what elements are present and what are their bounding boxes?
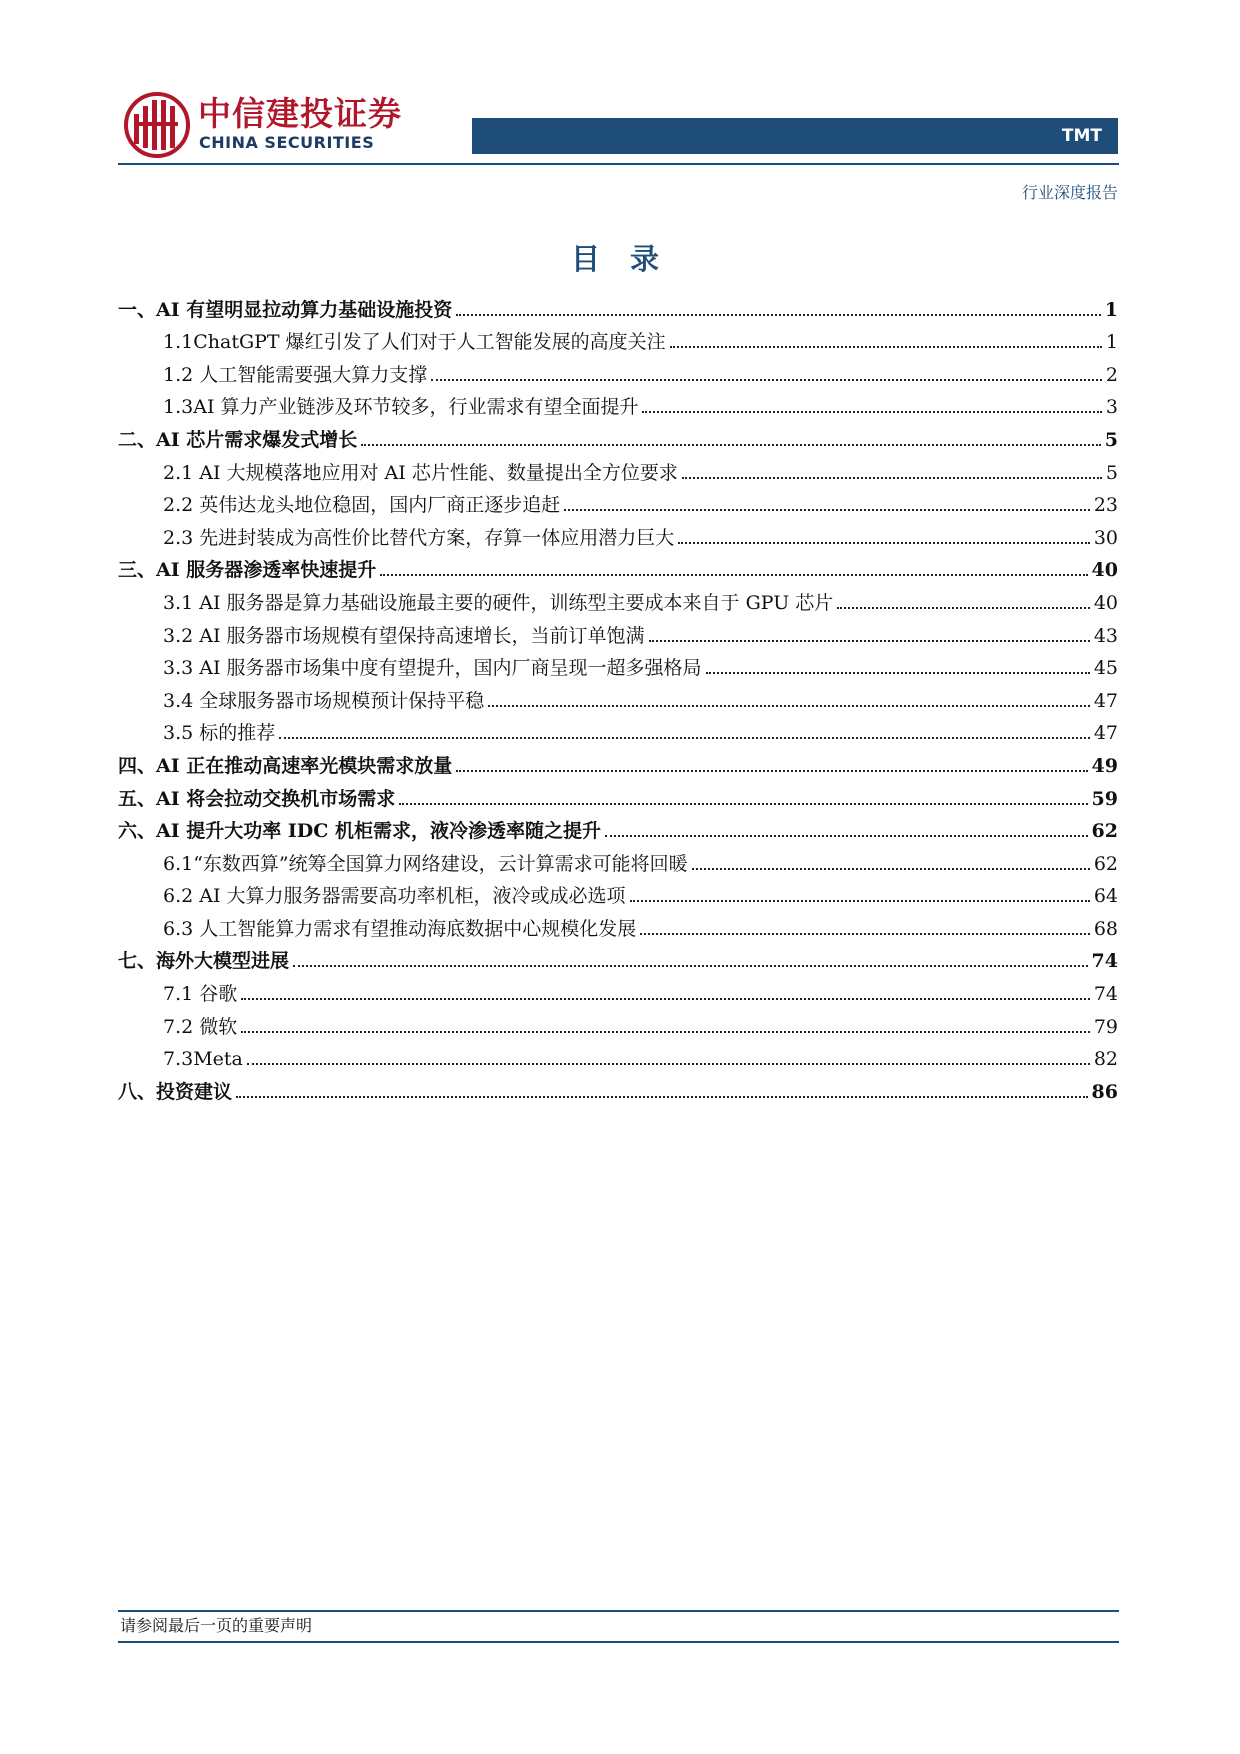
toc-dot-leader xyxy=(605,835,1088,837)
toc-section-link[interactable] xyxy=(118,716,1118,749)
toc-page-number: 79 xyxy=(1093,1015,1118,1038)
toc-page-number: 86 xyxy=(1091,1080,1118,1103)
toc-page-number: 64 xyxy=(1093,885,1118,908)
toc-entry-title: 3.5 标的推荐 xyxy=(163,722,276,745)
toc-chapter-link[interactable] xyxy=(118,814,1118,847)
toc-entry-title: 四、AI 正在推动高速率光模块需求放量 xyxy=(118,754,453,777)
toc-page-number: 23 xyxy=(1093,494,1118,517)
toc-dot-leader xyxy=(640,933,1090,935)
toc-chapter-link[interactable] xyxy=(118,1074,1118,1107)
toc-section-link[interactable] xyxy=(118,325,1118,358)
toc-dot-leader xyxy=(837,607,1090,609)
toc-section-link[interactable] xyxy=(118,585,1118,618)
toc-page-number: 74 xyxy=(1093,983,1118,1006)
sector-banner xyxy=(472,118,1118,154)
toc-section-link[interactable] xyxy=(118,879,1118,912)
toc-page-number: 62 xyxy=(1093,852,1118,875)
toc-page-number: 3 xyxy=(1105,396,1118,419)
toc-page-number: 82 xyxy=(1093,1048,1118,1071)
toc-page-number: 30 xyxy=(1093,526,1118,549)
toc-entry-title: 八、投资建议 xyxy=(118,1080,233,1103)
toc-page-number: 45 xyxy=(1093,657,1118,680)
toc-entry-title: 七、海外大模型进展 xyxy=(118,950,290,973)
toc-section-link[interactable] xyxy=(118,520,1118,553)
header-divider xyxy=(118,163,1119,165)
toc-page-number: 74 xyxy=(1091,950,1118,973)
toc-entry-title: 7.2 微软 xyxy=(163,1015,238,1038)
toc-entry-title: 六、AI 提升大功率 IDC 机柜需求，液冷渗透率随之提升 xyxy=(118,820,601,843)
footer-divider-top xyxy=(118,1610,1119,1612)
toc-entry-title: 一、AI 有望明显拉动算力基础设施投资 xyxy=(118,298,453,321)
toc-section-link[interactable] xyxy=(118,976,1118,1009)
toc-dot-leader xyxy=(380,574,1087,576)
toc-entry-title: 3.3 AI 服务器市场集中度有望提升，国内厂商呈现一超多强格局 xyxy=(163,657,702,680)
toc-page-number: 68 xyxy=(1093,917,1118,940)
toc-entry-title: 3.2 AI 服务器市场规模有望保持高速增长，当前订单饱满 xyxy=(163,624,645,647)
toc-dot-leader xyxy=(279,737,1090,739)
toc-entry-title: 2.2 英伟达龙头地位稳固，国内厂商正逐步追赶 xyxy=(163,494,561,517)
toc-entry-title: 3.4 全球服务器市场规模预计保持平稳 xyxy=(163,689,485,712)
toc-section-link[interactable] xyxy=(118,683,1118,716)
toc-entry-title: 1.1ChatGPT 爆红引发了人们对于人工智能发展的高度关注 xyxy=(163,331,666,354)
toc-chapter-link[interactable] xyxy=(118,944,1118,977)
toc-entry-title: 6.1“东数西算”统筹全国算力网络建设，云计算需求可能将回暖 xyxy=(163,852,688,875)
toc-page-number: 47 xyxy=(1093,722,1118,745)
toc-entry-title: 五、AI 将会拉动交换机市场需求 xyxy=(118,787,396,810)
toc-entry-title: 三、AI 服务器渗透率快速提升 xyxy=(118,559,377,582)
toc-page-number: 1 xyxy=(1104,298,1118,321)
toc-dot-leader xyxy=(488,705,1090,707)
toc-entry-title: 1.3AI 算力产业链涉及环节较多，行业需求有望全面提升 xyxy=(163,396,639,419)
toc-entry-title: 3.1 AI 服务器是算力基础设施最主要的硬件，训练型主要成本来自于 GPU 芯片 xyxy=(163,591,834,614)
toc-dot-leader xyxy=(456,770,1087,772)
toc-page-number: 43 xyxy=(1093,624,1118,647)
toc-section-link[interactable] xyxy=(118,1042,1118,1075)
report-type: 行业深度报告 xyxy=(1021,183,1118,202)
toc-dot-leader xyxy=(293,965,1088,967)
toc-dot-leader xyxy=(431,379,1102,381)
toc-chapter-link[interactable] xyxy=(118,422,1118,455)
toc-dot-leader xyxy=(682,477,1102,479)
sector-label: TMT xyxy=(1061,126,1102,146)
toc-entry-title: 6.3 人工智能算力需求有望推动海底数据中心规模化发展 xyxy=(163,917,637,940)
toc-dot-leader xyxy=(564,509,1090,511)
brand-name-en: CHINA SECURITIES xyxy=(199,133,375,152)
toc-entry-title: 二、AI 芯片需求爆发式增长 xyxy=(118,428,358,451)
toc-chapter-link[interactable] xyxy=(118,781,1118,814)
toc-page-number: 47 xyxy=(1093,689,1118,712)
toc-page-number: 40 xyxy=(1091,559,1118,582)
toc-page-number: 62 xyxy=(1091,820,1118,843)
toc-section-link[interactable] xyxy=(118,846,1118,879)
toc-chapter-link[interactable] xyxy=(118,292,1118,325)
footer-divider-bottom xyxy=(118,1641,1119,1643)
toc-entry-title: 2.1 AI 大规模落地应用对 AI 芯片性能、数量提出全方位要求 xyxy=(163,461,678,484)
toc-dot-leader xyxy=(642,411,1101,413)
table-of-contents xyxy=(118,292,1118,1107)
toc-dot-leader xyxy=(399,803,1087,805)
toc-section-link[interactable] xyxy=(118,618,1118,651)
toc-dot-leader xyxy=(692,868,1090,870)
toc-section-link[interactable] xyxy=(118,1009,1118,1042)
toc-section-link[interactable] xyxy=(118,455,1118,488)
toc-dot-leader xyxy=(649,640,1090,642)
toc-dot-leader xyxy=(630,900,1090,902)
toc-entry-title: 1.2 人工智能需要强大算力支撑 xyxy=(163,363,428,386)
toc-section-link[interactable] xyxy=(118,911,1118,944)
toc-page-number: 59 xyxy=(1091,787,1118,810)
toc-dot-leader xyxy=(361,444,1101,446)
footer-disclaimer: 请参阅最后一页的重要声明 xyxy=(120,1616,313,1635)
toc-chapter-link[interactable] xyxy=(118,748,1118,781)
toc-dot-leader xyxy=(241,1031,1090,1033)
toc-dot-leader xyxy=(236,1096,1088,1098)
toc-entry-title: 2.3 先进封装成为高性价比替代方案，存算一体应用潜力巨大 xyxy=(163,526,675,549)
toc-section-link[interactable] xyxy=(118,390,1118,423)
toc-title: 目 录 xyxy=(570,242,670,276)
toc-dot-leader xyxy=(670,346,1102,348)
toc-section-link[interactable] xyxy=(118,651,1118,684)
toc-dot-leader xyxy=(247,1063,1090,1065)
toc-page-number: 40 xyxy=(1093,591,1118,614)
brand-name-cn: 中信建投证券 xyxy=(198,94,402,133)
toc-dot-leader xyxy=(241,998,1090,1000)
toc-chapter-link[interactable] xyxy=(118,553,1118,586)
toc-dot-leader xyxy=(456,314,1101,316)
toc-entry-title: 6.2 AI 大算力服务器需要高功率机柜，液冷或成必选项 xyxy=(163,885,626,908)
toc-entry-title: 7.3Meta xyxy=(163,1048,243,1071)
toc-section-link[interactable] xyxy=(118,488,1118,521)
toc-page-number: 1 xyxy=(1105,331,1118,354)
toc-section-link[interactable] xyxy=(118,357,1118,390)
toc-page-number: 49 xyxy=(1091,754,1118,777)
toc-page-number: 5 xyxy=(1105,461,1118,484)
toc-page-number: 2 xyxy=(1105,363,1118,386)
toc-dot-leader xyxy=(678,542,1090,544)
toc-page-number: 5 xyxy=(1104,428,1118,451)
toc-dot-leader xyxy=(706,672,1090,674)
toc-entry-title: 7.1 谷歌 xyxy=(163,983,238,1006)
company-logo xyxy=(124,92,190,158)
